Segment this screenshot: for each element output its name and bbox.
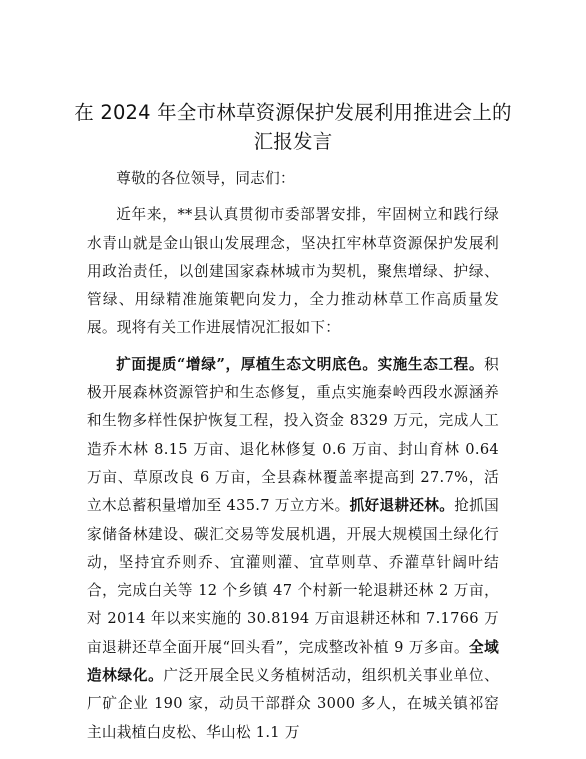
document-title: 在 2024 年全市林草资源保护发展利用推进会上的汇报发言	[74, 101, 512, 153]
subsection-heading: 全域造林绿化。	[87, 638, 500, 685]
subsection-heading: 抓好退耕还林。	[349, 497, 455, 515]
greeting-line: 尊敬的各位领导，同志们：	[116, 170, 295, 187]
section-paragraph	[87, 351, 499, 747]
subsection-text: 抢抓国家储备林建设、碳汇交易等发展机遇，开展大规模国土绿化行动，坚持宜乔则乔、宜灌则灌、宜草则草、乔灌草针阔叶结合，完成白关等 12 个乡镇 47 个村新一轮退耕还林 2 万亩，对 2014 年以来实施的 30.8194 万亩退耕还林和 7.1766 万亩退耕还草全面开展“回头看”，完成整改补植 9 万多亩。	[87, 497, 500, 656]
document-body	[87, 165, 499, 747]
subsection-heading: 实施生态工程。	[377, 355, 485, 373]
section-heading: 扩面提质“增绿”，厚植生态文明底色。	[116, 355, 378, 373]
subsection-text: 积极开展森林资源管护和生态修复，重点实施秦岭西段水源涵养和生物多样性保护恢复工程，投入资金 8329 万元，完成人工造乔木林 8.15 万亩、退化林修复 0.6 万亩、封山育林 0.64 万亩、草原改良 6 万亩，全县森林覆盖率提高到 27.7%，活立木总蓄积量增加至 435.7 万立方米。	[87, 355, 499, 515]
subsection-text: 广泛开展全民义务植树活动，组织机关事业单位、厂矿企业 190 家，动员干部群众 3000 多人，在城关镇祁窑主山栽植白皮松、华山松 1.1 万	[87, 667, 499, 741]
intro-paragraph: 近年来，**县认真贯彻市委部署安排，牢固树立和践行绿水青山就是金山银山发展理念，坚决扛牢林草资源保护发展利用政治责任，以创建国家森林城市为契机，聚焦增绿、护绿、管绿、用绿精准施策靶向发力，全力推动林草工作高质量发展。现将有关工作进展情况汇报如下：	[87, 206, 499, 337]
